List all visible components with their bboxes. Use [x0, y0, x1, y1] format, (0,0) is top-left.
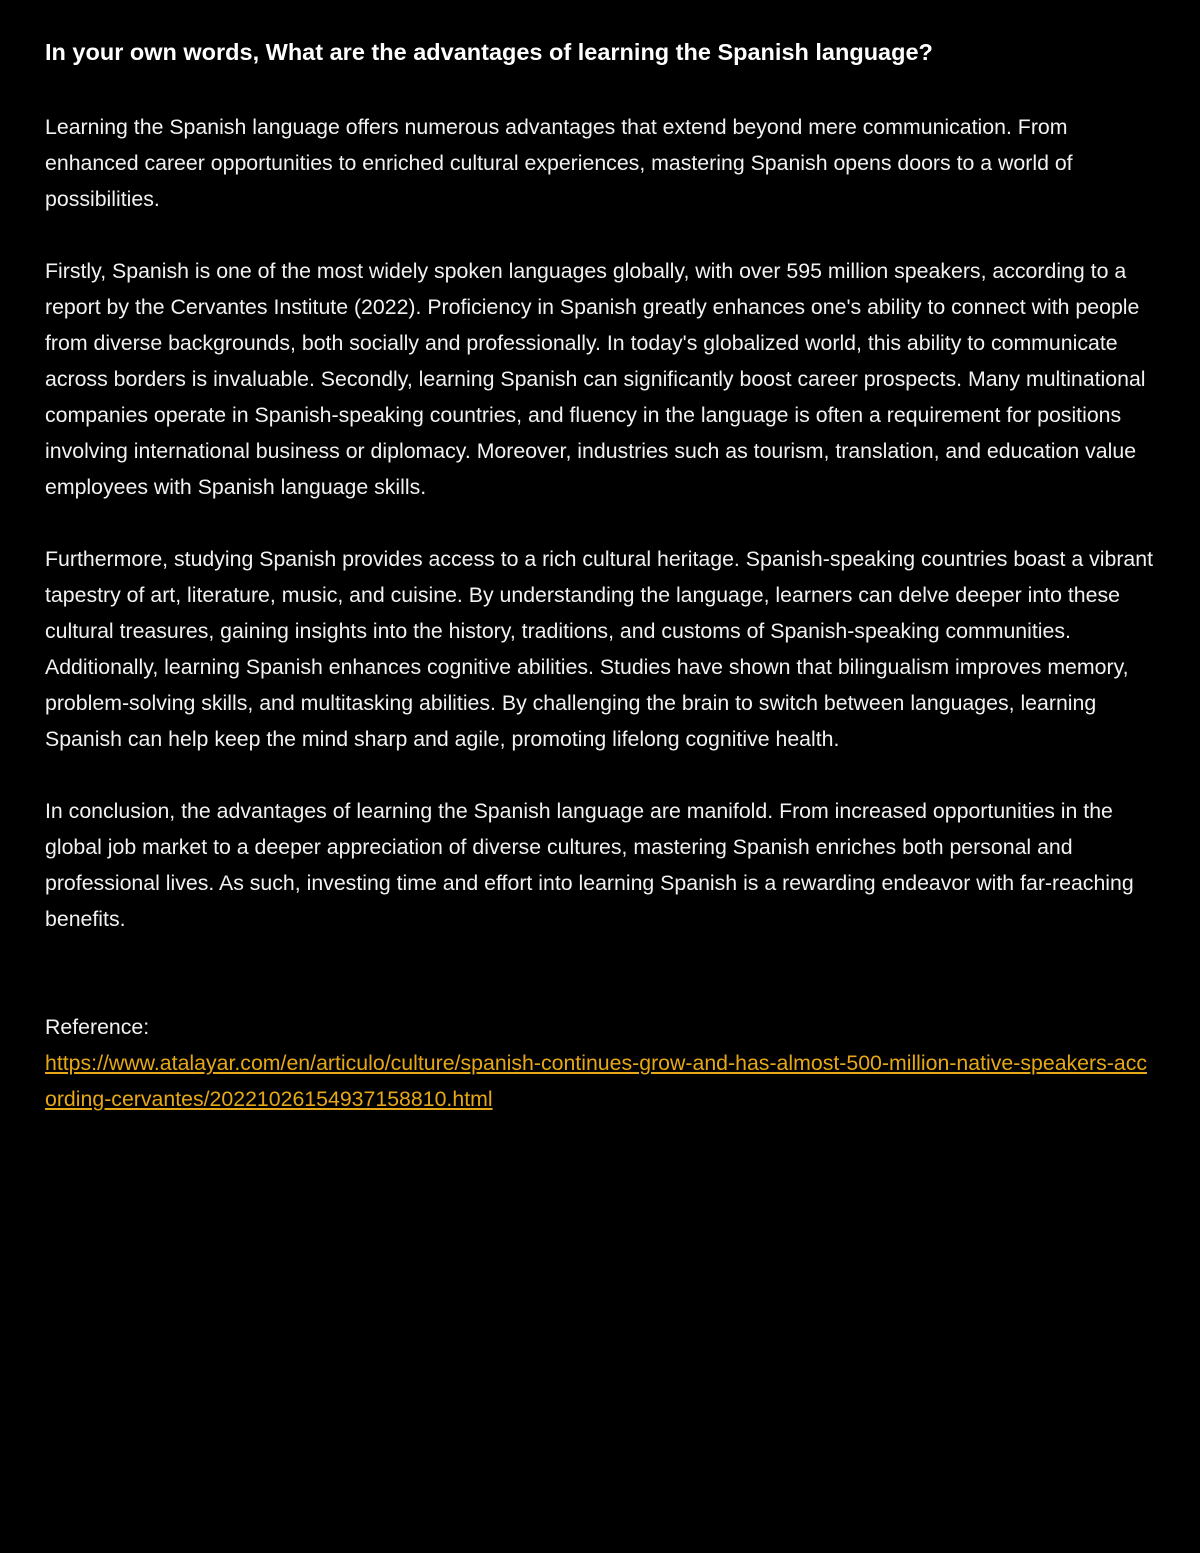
paragraph-furthermore: Furthermore, studying Spanish provides access to a rich cultural heritage. Spanish-speaking countries boast a vibrant tapestry of art, literature, music, and cuisine. By understanding the language, learners can delve deeper into these cultural treasures, gaining insights into the history, traditions, and customs of Spanish-speaking communities. Additionally, learning Spanish enhances cognitive abilities. Studies have shown that bilingualism improves memory, problem-solving skills, and multitasking abilities. By challenging the brain to switch between languages, learning Spanish can help keep the mind sharp and agile, promoting lifelong cognitive health.	[45, 547, 1154, 751]
question-heading: In your own words, What are the advantages of learning the Spanish language?	[45, 39, 933, 65]
reference-link[interactable]: https://www.atalayar.com/en/articulo/culture/spanish-continues-grow-and-has-almost-500-million-native-speakers-according-cervantes/20221026154937158810.html	[45, 1051, 1147, 1111]
paragraph-conclusion: In conclusion, the advantages of learning the Spanish language are manifold. From increased opportunities in the global job market to a deeper appreciation of diverse cultures, mastering Spanish enriches both personal and professional lives. As such, investing time and effort into learning Spanish is a rewarding endeavor with far-reaching benefits.	[45, 799, 1134, 931]
document-page	[45, 34, 1157, 1117]
reference-label: Reference:	[45, 1015, 150, 1039]
paragraph-firstly: Firstly, Spanish is one of the most widely spoken languages globally, with over 595 million speakers, according to a report by the Cervantes Institute (2022). Proficiency in Spanish greatly enhances one's ability to connect with people from diverse backgrounds, both socially and professionally. In today's globalized world, this ability to communicate across borders is invaluable. Secondly, learning Spanish can significantly boost career prospects. Many multinational companies operate in Spanish-speaking countries, and fluency in the language is often a requirement for positions involving international business or diplomacy. Moreover, industries such as tourism, translation, and education value employees with Spanish language skills.	[45, 259, 1146, 499]
paragraph-intro: Learning the Spanish language offers numerous advantages that extend beyond mere communication. From enhanced career opportunities to enriched cultural experiences, mastering Spanish opens doors to a world of possibilities.	[45, 115, 1073, 211]
reference-section	[45, 1009, 1157, 1117]
